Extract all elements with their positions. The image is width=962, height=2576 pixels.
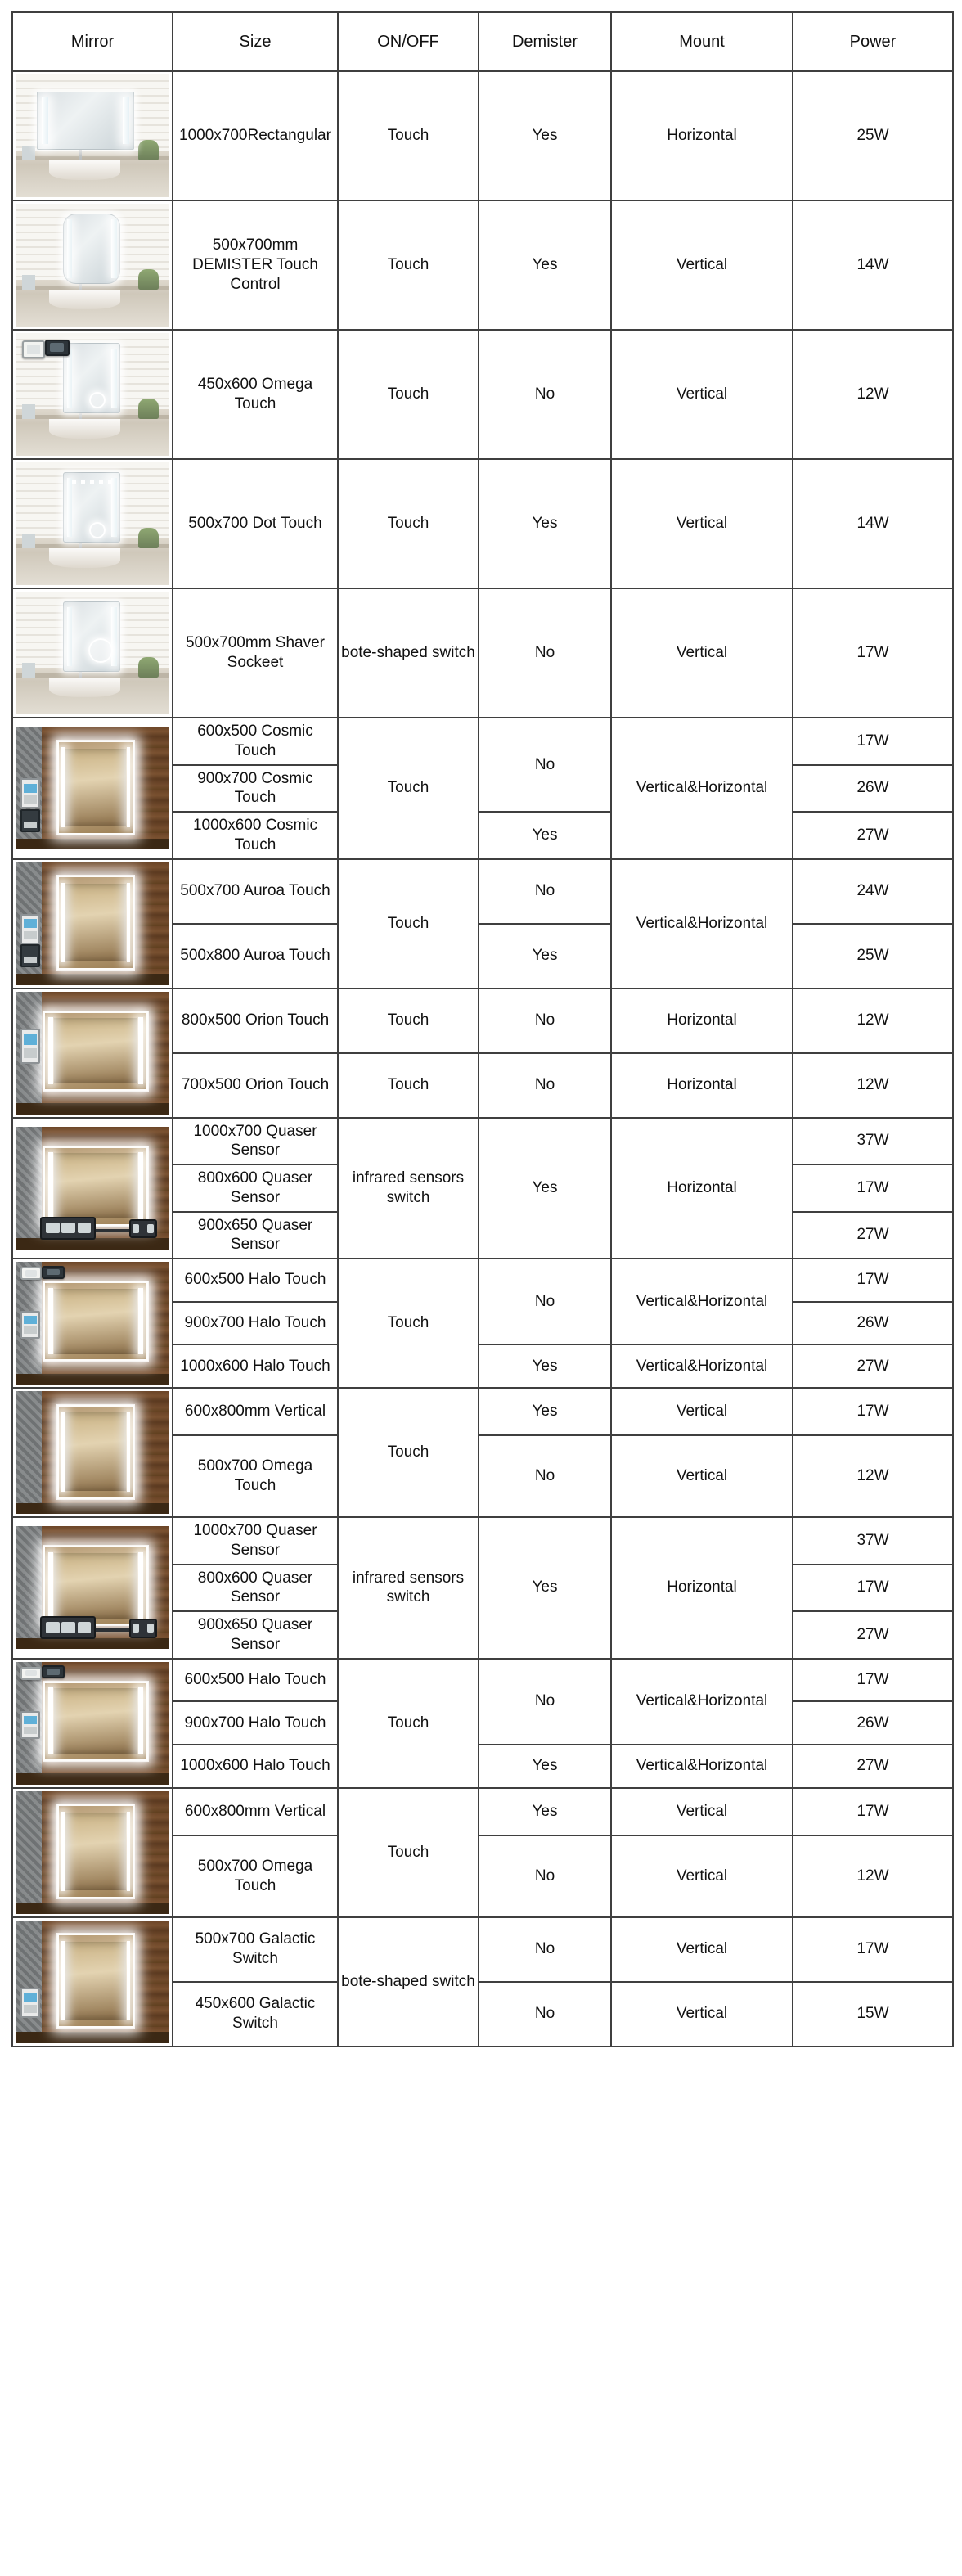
- cell-mount: Vertical&Horizontal: [611, 1259, 793, 1344]
- wood-wall-scene: [16, 1526, 169, 1649]
- cell-mount: Horizontal: [611, 1517, 793, 1659]
- wood-wall-scene: [16, 1921, 169, 2043]
- cell-size: 700x500 Orion Touch: [173, 1053, 338, 1118]
- cell-demister: No: [479, 1053, 611, 1118]
- table-row: [12, 1788, 953, 1835]
- cell-mount: Horizontal: [611, 71, 793, 200]
- mirror-image-cell: [12, 1517, 173, 1659]
- cell-power: 12W: [793, 1435, 953, 1517]
- table-row: [12, 588, 953, 718]
- cell-demister: No: [479, 588, 611, 718]
- cell-demister: Yes: [479, 1118, 611, 1259]
- cell-power: 24W: [793, 859, 953, 924]
- sensor-module-icon: [129, 1219, 157, 1239]
- cell-size: 600x500 Cosmic Touch: [173, 718, 338, 765]
- cell-onoff: Touch: [338, 1053, 479, 1118]
- cell-size: 500x700 Dot Touch: [173, 459, 338, 588]
- control-panel-icon: [20, 914, 41, 944]
- cell-demister: Yes: [479, 812, 611, 859]
- table-row: [12, 1259, 953, 1302]
- cell-power: 17W: [793, 718, 953, 765]
- cell-demister: No: [479, 718, 611, 812]
- cell-demister: Yes: [479, 459, 611, 588]
- cell-demister: No: [479, 989, 611, 1053]
- cell-size: 800x600 Quaser Sensor: [173, 1164, 338, 1212]
- mirror-product-image: [43, 1011, 148, 1091]
- table-row: [12, 718, 953, 765]
- cell-power: 17W: [793, 1388, 953, 1435]
- cell-power: 27W: [793, 1611, 953, 1659]
- cell-power: 26W: [793, 1302, 953, 1345]
- cell-mount: Vertical&Horizontal: [611, 859, 793, 989]
- table-row: [12, 1388, 953, 1435]
- wood-wall-scene: [16, 992, 169, 1115]
- mirror-product-image: [43, 1146, 148, 1226]
- mirror-product-image: [43, 1682, 148, 1761]
- cell-mount: Vertical: [611, 1788, 793, 1835]
- cell-size: 1000x700 Quaser Sensor: [173, 1517, 338, 1565]
- cell-power: 27W: [793, 812, 953, 859]
- wood-wall-scene: [16, 1127, 169, 1250]
- cell-size: 500x700 Galactic Switch: [173, 1917, 338, 1982]
- cell-onoff: infrared sensors switch: [338, 1517, 479, 1659]
- mirror-image-cell: [12, 1659, 173, 1788]
- cell-mount: Vertical: [611, 588, 793, 718]
- table-row: [12, 459, 953, 588]
- table-body: [12, 71, 953, 2047]
- cell-size: 500x700 Omega Touch: [173, 1435, 338, 1517]
- table-row: [12, 200, 953, 330]
- table-header-row: [12, 12, 953, 71]
- mirror-image-cell: [12, 588, 173, 718]
- cell-mount: Vertical: [611, 1982, 793, 2047]
- bathroom-scene: [16, 592, 169, 714]
- table-row: [12, 859, 953, 924]
- cell-onoff: Touch: [338, 330, 479, 459]
- cell-mount: Horizontal: [611, 989, 793, 1053]
- cell-power: 37W: [793, 1517, 953, 1565]
- cell-size: 1000x600 Halo Touch: [173, 1344, 338, 1388]
- wood-wall-scene: [16, 1262, 169, 1385]
- cell-power: 17W: [793, 1565, 953, 1612]
- table-row: [12, 1917, 953, 1982]
- cell-onoff: Touch: [338, 459, 479, 588]
- mirror-product-image: [57, 1804, 134, 1898]
- mirror-image-cell: [12, 200, 173, 330]
- cell-demister: No: [479, 1259, 611, 1344]
- cell-power: 12W: [793, 1053, 953, 1118]
- mirror-image-cell: [12, 459, 173, 588]
- mirror-image-cell: [12, 330, 173, 459]
- cell-size: 500x700mm Shaver Sockeet: [173, 588, 338, 718]
- cell-power: 26W: [793, 1701, 953, 1745]
- infrared-sensor-panel-icon: [40, 1616, 96, 1639]
- cell-demister: Yes: [479, 200, 611, 330]
- cell-size: 450x600 Galactic Switch: [173, 1982, 338, 2047]
- mirror-image-cell: [12, 1259, 173, 1388]
- table-row: [12, 989, 953, 1053]
- cell-onoff: Touch: [338, 200, 479, 330]
- cell-power: 17W: [793, 1917, 953, 1982]
- control-panel-icon: [20, 1988, 41, 2018]
- column-header-size: Size: [173, 12, 338, 71]
- cell-size: 900x700 Halo Touch: [173, 1701, 338, 1745]
- cell-demister: Yes: [479, 71, 611, 200]
- mirror-product-image: [57, 1934, 134, 2028]
- cell-demister: No: [479, 330, 611, 459]
- cell-power: 17W: [793, 1164, 953, 1212]
- column-header-mount: Mount: [611, 12, 793, 71]
- cell-size: 800x600 Quaser Sensor: [173, 1565, 338, 1612]
- switch-panel-icon: [20, 809, 41, 832]
- cell-size: 900x650 Quaser Sensor: [173, 1611, 338, 1659]
- cell-size: 500x700mm DEMISTER Touch Control: [173, 200, 338, 330]
- cell-power: 17W: [793, 1259, 953, 1302]
- table-row: [12, 330, 953, 459]
- cell-size: 900x700 Halo Touch: [173, 1302, 338, 1345]
- control-panel-icon: [20, 1311, 41, 1339]
- cell-size: 1000x600 Halo Touch: [173, 1745, 338, 1788]
- cell-power: 25W: [793, 924, 953, 989]
- cell-onoff: infrared sensors switch: [338, 1118, 479, 1259]
- mirror-product-image: [57, 741, 134, 835]
- cell-mount: Vertical&Horizontal: [611, 1344, 793, 1388]
- cell-power: 26W: [793, 765, 953, 813]
- cell-onoff: Touch: [338, 718, 479, 859]
- cell-onoff: Touch: [338, 1388, 479, 1517]
- wall-switch-icon: [22, 340, 45, 358]
- table-row: [12, 71, 953, 200]
- mirror-product-image: [43, 1546, 148, 1625]
- cell-demister: No: [479, 1835, 611, 1917]
- mirror-product-image: [63, 343, 120, 413]
- cell-mount: Vertical: [611, 1435, 793, 1517]
- cell-onoff: Touch: [338, 859, 479, 989]
- cell-size: 600x800mm Vertical: [173, 1388, 338, 1435]
- cell-size: 600x500 Halo Touch: [173, 1259, 338, 1302]
- control-panel-icon: [20, 1029, 41, 1064]
- cell-mount: Horizontal: [611, 1053, 793, 1118]
- mirror-product-image: [57, 1405, 134, 1499]
- mirror-image-cell: [12, 1388, 173, 1517]
- cell-power: 12W: [793, 330, 953, 459]
- mirror-image-cell: [12, 1788, 173, 1917]
- mirror-image-cell: [12, 989, 173, 1118]
- cell-size: 1000x700 Quaser Sensor: [173, 1118, 338, 1165]
- cell-onoff: Touch: [338, 1259, 479, 1388]
- infrared-sensor-panel-icon: [40, 1217, 96, 1240]
- cell-power: 17W: [793, 1788, 953, 1835]
- cell-power: 12W: [793, 1835, 953, 1917]
- cell-size: 600x800mm Vertical: [173, 1788, 338, 1835]
- cell-power: 12W: [793, 989, 953, 1053]
- mirror-image-cell: [12, 859, 173, 989]
- mirror-product-image: [37, 92, 134, 150]
- cell-size: 900x650 Quaser Sensor: [173, 1212, 338, 1259]
- cell-mount: Vertical&Horizontal: [611, 1745, 793, 1788]
- mirror-image-cell: [12, 71, 173, 200]
- cell-power: 17W: [793, 1659, 953, 1702]
- control-box-icon: [42, 1266, 65, 1279]
- cell-size: 1000x700Rectangular: [173, 71, 338, 200]
- cell-power: 37W: [793, 1118, 953, 1165]
- wood-wall-scene: [16, 862, 169, 985]
- control-box-icon: [45, 340, 70, 357]
- column-header-power: Power: [793, 12, 953, 71]
- sensor-module-icon: [129, 1619, 157, 1638]
- cell-mount: Vertical: [611, 459, 793, 588]
- cell-size: 900x700 Cosmic Touch: [173, 765, 338, 813]
- mirror-image-cell: [12, 1118, 173, 1259]
- cell-demister: Yes: [479, 1517, 611, 1659]
- cell-size: 600x500 Halo Touch: [173, 1659, 338, 1702]
- cell-onoff: bote-shaped switch: [338, 1917, 479, 2047]
- mirror-product-image: [43, 1281, 148, 1361]
- cell-demister: Yes: [479, 1388, 611, 1435]
- cell-mount: Vertical&Horizontal: [611, 718, 793, 859]
- cell-mount: Horizontal: [611, 1118, 793, 1259]
- cell-size: 800x500 Orion Touch: [173, 989, 338, 1053]
- cell-demister: No: [479, 1917, 611, 1982]
- wood-wall-scene: [16, 1391, 169, 1514]
- wall-switch-icon: [20, 1267, 43, 1280]
- cell-power: 27W: [793, 1344, 953, 1388]
- wood-wall-scene: [16, 1662, 169, 1785]
- control-box-icon: [42, 1665, 65, 1678]
- cell-onoff: Touch: [338, 1659, 479, 1788]
- mirror-product-image: [63, 601, 120, 672]
- table-row: [12, 1659, 953, 1702]
- cell-demister: No: [479, 859, 611, 924]
- column-header-mirror: Mirror: [12, 12, 173, 71]
- bathroom-scene: [16, 462, 169, 585]
- mirror-image-cell: [12, 718, 173, 859]
- cell-mount: Vertical&Horizontal: [611, 1659, 793, 1745]
- cell-size: 500x700 Auroa Touch: [173, 859, 338, 924]
- cell-size: 500x700 Omega Touch: [173, 1835, 338, 1917]
- cell-demister: No: [479, 1982, 611, 2047]
- cell-power: 27W: [793, 1745, 953, 1788]
- mirror-product-image: [63, 472, 120, 543]
- cell-power: 14W: [793, 459, 953, 588]
- wood-wall-scene: [16, 1791, 169, 1914]
- cell-onoff: Touch: [338, 1788, 479, 1917]
- cell-size: 450x600 Omega Touch: [173, 330, 338, 459]
- mirror-spec-table: [11, 11, 954, 2047]
- cell-power: 17W: [793, 588, 953, 718]
- cell-mount: Vertical: [611, 200, 793, 330]
- cell-power: 27W: [793, 1212, 953, 1259]
- mirror-image-cell: [12, 1917, 173, 2047]
- cell-onoff: Touch: [338, 71, 479, 200]
- column-header-onoff: ON/OFF: [338, 12, 479, 71]
- cell-mount: Vertical: [611, 1917, 793, 1982]
- cell-power: 15W: [793, 1982, 953, 2047]
- mirror-product-image: [63, 214, 120, 284]
- cell-power: 25W: [793, 71, 953, 200]
- cell-power: 14W: [793, 200, 953, 330]
- bathroom-scene: [16, 333, 169, 456]
- cell-demister: Yes: [479, 924, 611, 989]
- cell-size: 500x800 Auroa Touch: [173, 924, 338, 989]
- wall-switch-icon: [20, 1667, 43, 1680]
- table-row: [12, 1118, 953, 1165]
- column-header-demister: Demister: [479, 12, 611, 71]
- table-row: [12, 1517, 953, 1565]
- cell-mount: Vertical: [611, 1388, 793, 1435]
- cell-onoff: Touch: [338, 989, 479, 1053]
- cell-mount: Vertical: [611, 330, 793, 459]
- cell-demister: Yes: [479, 1344, 611, 1388]
- cell-demister: No: [479, 1659, 611, 1745]
- cell-demister: Yes: [479, 1745, 611, 1788]
- control-panel-icon: [20, 778, 41, 808]
- control-panel-icon: [20, 1711, 41, 1739]
- cell-size: 1000x600 Cosmic Touch: [173, 812, 338, 859]
- bathroom-scene: [16, 204, 169, 327]
- cell-onoff: bote-shaped switch: [338, 588, 479, 718]
- cell-demister: No: [479, 1435, 611, 1517]
- switch-panel-icon: [20, 944, 41, 967]
- bathroom-scene: [16, 74, 169, 197]
- mirror-product-image: [57, 876, 134, 970]
- wood-wall-scene: [16, 727, 169, 849]
- cell-mount: Vertical: [611, 1835, 793, 1917]
- cell-demister: Yes: [479, 1788, 611, 1835]
